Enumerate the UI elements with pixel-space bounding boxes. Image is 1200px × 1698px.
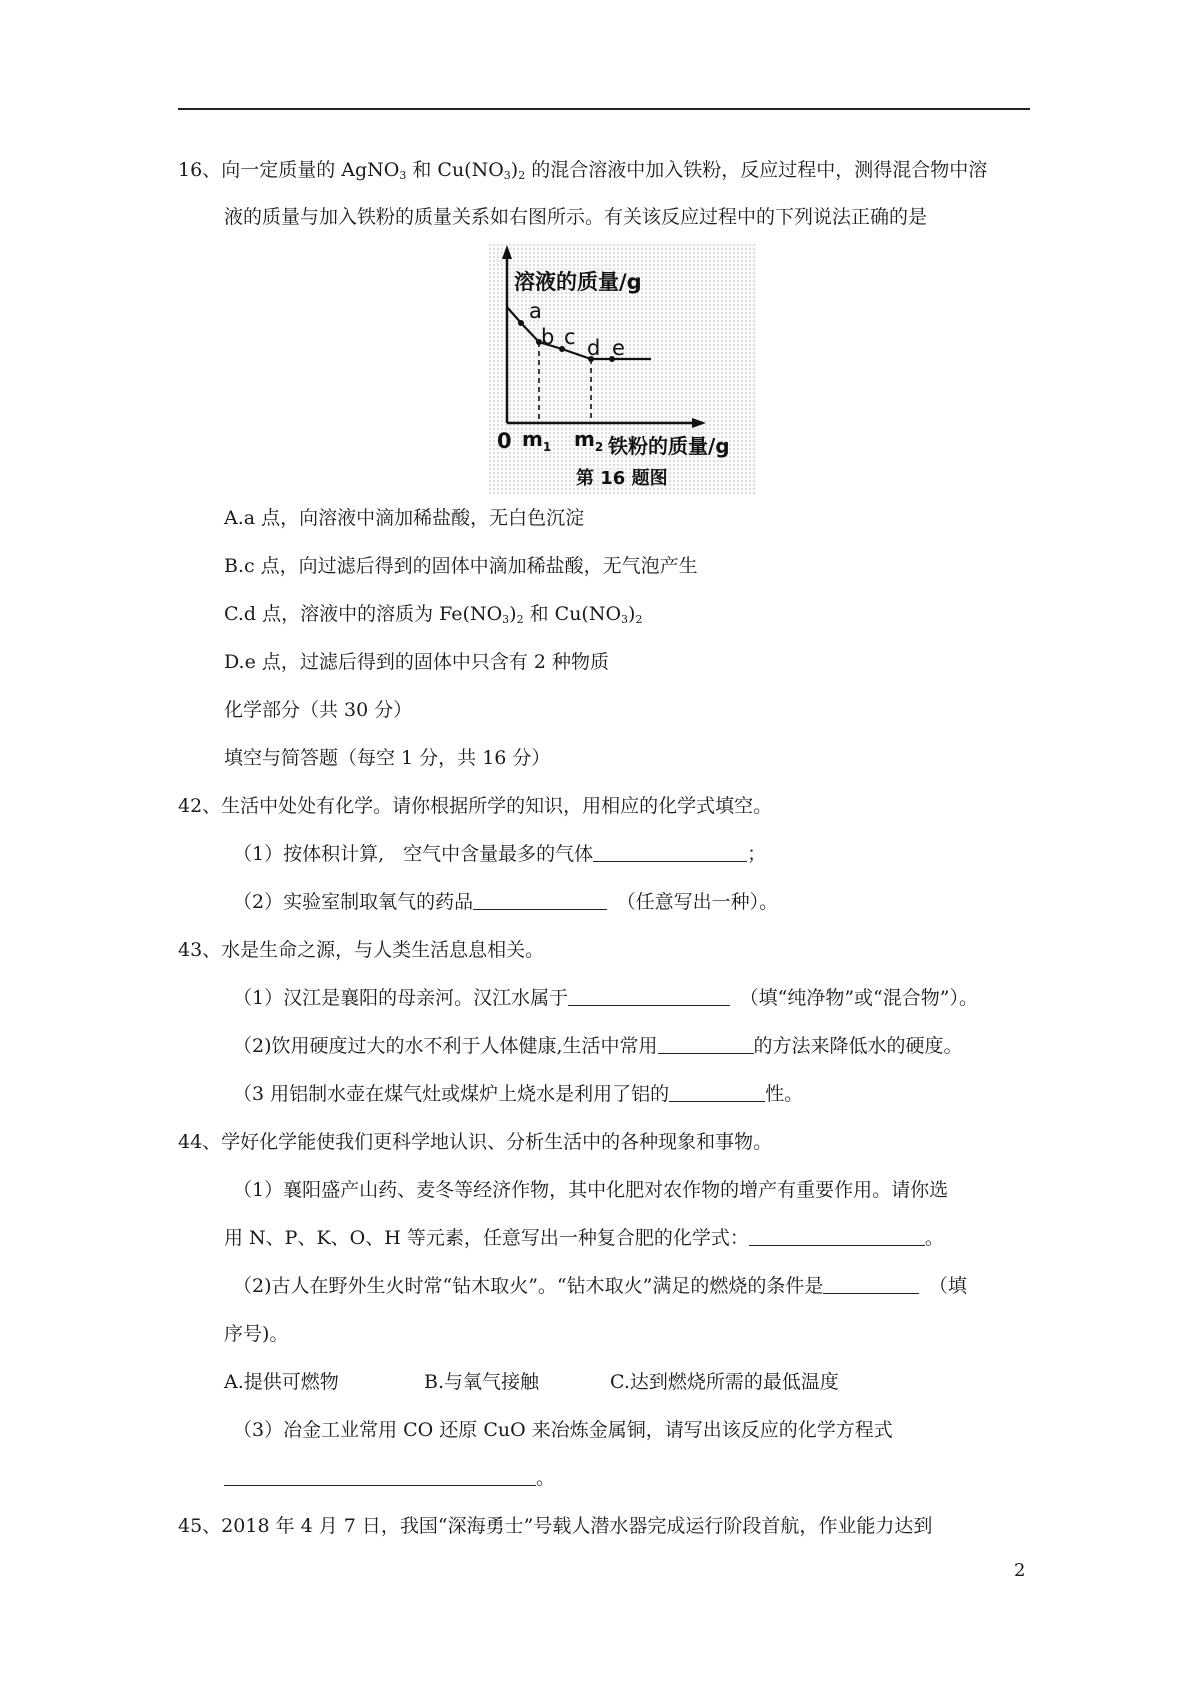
section-subtitle: 填空与简答题（每空 1 分，共 16 分） bbox=[224, 747, 551, 769]
m1-label: $m_1$ bbox=[522, 427, 552, 454]
q44-part-3-answer: 。 bbox=[224, 1465, 555, 1491]
q16-option-d: D.e 点，过滤后得到的固体中只含有 2 种物质 bbox=[224, 651, 610, 673]
section-title: 化学部分（共 30 分） bbox=[224, 699, 413, 721]
q43-stem: 43、水是生命之源，与人类生活息息相关。 bbox=[178, 939, 545, 961]
x-axis-arrow bbox=[692, 418, 706, 428]
q44-stem: 44、学好化学能使我们更科学地认识、分析生活中的各种现象和事物。 bbox=[178, 1131, 773, 1153]
y-axis-label: 溶液的质量/g bbox=[514, 270, 642, 294]
q42-part-2: （2）实验室制取氧气的药品 （任意写出一种）。 bbox=[233, 891, 779, 913]
q44-part-2-line-1: （2)古人在野外生火时常“钻木取火”。“钻木取火”满足的燃烧的条件是 （填 bbox=[233, 1275, 967, 1297]
q44-part-3: （3）冶金工业常用 CO 还原 CuO 来冶炼金属铜，请写出该反应的化学方程式 bbox=[233, 1419, 893, 1441]
q16-option-c: C.d 点，溶液中的溶质为 $Fe(NO_3)_2$ 和 $Cu(NO_3)_2$ bbox=[224, 603, 643, 626]
q44-blank-3[interactable] bbox=[224, 1465, 536, 1486]
q43-part-1: （1）汉江是襄阳的母亲河。汉江水属于 （填“纯净物”或“混合物”）。 bbox=[233, 987, 978, 1009]
m2-label: $m_2$ bbox=[574, 427, 604, 454]
x-axis-label: 铁粉的质量/g bbox=[608, 434, 730, 458]
q43-blank-3[interactable] bbox=[669, 1081, 765, 1102]
label-c: c bbox=[564, 325, 576, 349]
q16-figure bbox=[488, 243, 756, 495]
q42-part-1: （1）按体积计算, 空气中含量最多的气体 ； bbox=[233, 843, 767, 865]
q44-part-1-line-1: （1）襄阳盛产山药、麦冬等经济作物，其中化肥对农作物的增产有重要作用。请你选 bbox=[233, 1179, 949, 1201]
q44-choice-b: B.与氧气接触 bbox=[424, 1371, 540, 1393]
q44-choice-c: C.达到燃烧所需的最低温度 bbox=[610, 1371, 839, 1393]
q16-option-b: B.c 点，向过滤后得到的固体中滴加稀盐酸，无气泡产生 bbox=[224, 555, 698, 577]
q44-part-1-line-2: 用 N、P、K、O、H 等元素，任意写出一种复合肥的化学式： 。 bbox=[224, 1227, 944, 1249]
label-a: a bbox=[529, 299, 542, 323]
q16-line-2: 液的质量与加入铁粉的质量关系如右图所示。有关该反应过程中的下列说法正确的是 bbox=[224, 206, 928, 228]
label-e: e bbox=[612, 336, 625, 360]
q44-blank-1[interactable] bbox=[749, 1225, 925, 1246]
q43-blank-2[interactable] bbox=[658, 1033, 754, 1054]
q44-part-2-line-2: 序号)。 bbox=[224, 1323, 289, 1345]
q43-part-3: （3 用铝制水壶在煤气灶或煤炉上烧水是利用了铝的 性。 bbox=[233, 1083, 804, 1105]
q44-blank-2[interactable] bbox=[823, 1273, 919, 1294]
q43-blank-1[interactable] bbox=[568, 985, 730, 1006]
q16-graph bbox=[488, 243, 756, 495]
header-rule bbox=[178, 108, 1030, 110]
label-d: d bbox=[587, 336, 601, 360]
q42-stem: 42、生活中处处有化学。请你根据所学的知识，用相应的化学式填空。 bbox=[178, 795, 773, 817]
q44-choice-a: A.提供可燃物 bbox=[224, 1371, 339, 1393]
q43-part-2: （2)饮用硬度过大的水不利于人体健康,生活中常用 的方法来降低水的硬度。 bbox=[233, 1035, 963, 1057]
q16-line-1: 16、向一定质量的 AgNO$_3$ 和 $Cu(NO_3)_2$ 的混合溶液中加入铁粉，反应过程中，测得混合物中溶 bbox=[178, 159, 988, 182]
q44-choices bbox=[224, 1369, 839, 1395]
q42-blank-2[interactable] bbox=[473, 889, 607, 910]
q42-blank-1[interactable] bbox=[593, 841, 747, 862]
label-b: b bbox=[541, 325, 555, 349]
q16-option-a: A.a 点，向溶液中滴加稀盐酸，无白色沉淀 bbox=[224, 507, 585, 529]
point-a bbox=[518, 320, 524, 326]
page-number: 2 bbox=[1014, 1560, 1026, 1581]
figure-caption: 第 16 题图 bbox=[576, 468, 668, 489]
y-axis-arrow bbox=[502, 245, 512, 259]
q45-stem: 45、2018 年 4 月 7 日，我国“深海勇士”号载人潜水器完成运行阶段首航，作业能力达到 bbox=[178, 1515, 933, 1537]
origin-label: 0 bbox=[497, 429, 512, 453]
